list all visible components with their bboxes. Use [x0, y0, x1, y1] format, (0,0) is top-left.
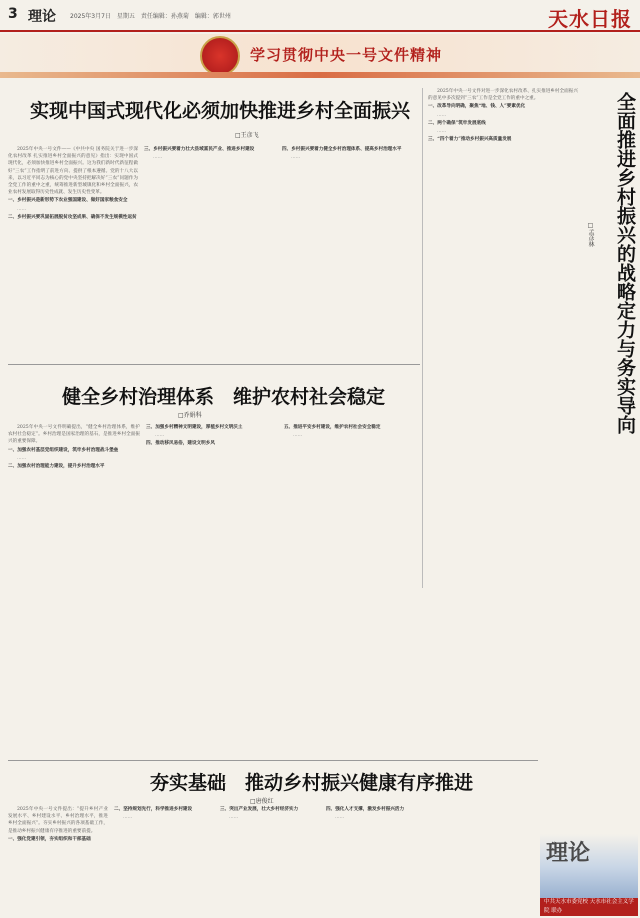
article4-body: 2025年中央一号文件对进一步深化农村改革、扎实推进乡村全面振兴的意见中多次提到“三农”工作是全党工作的重中之重。 一、改革导向明确，聚焦“地、钱、人”要素优化 …… 二、两个确保”筑牢发展底线 …… 三、“四个着力”推动乡村振兴高质量发展	[428, 89, 578, 143]
article2-body-col2: 三、加强乡村精神文明建设，厚植乡村文明沃土 …… 四、推动移风易俗，建设文明乡风	[146, 424, 278, 754]
article1-body-col2: 三、乡村振兴要着力壮大县域富民产业、推进乡村建设 ……	[144, 146, 276, 358]
article4-author: □孟彦林	[587, 222, 594, 247]
article2-headline: 健全乡村治理体系 维护农村社会稳定	[62, 386, 386, 408]
ad-title: 理论	[546, 840, 591, 866]
article4-subhead: 二、两个确保”筑牢发展底线	[428, 120, 486, 126]
article3-subhead: 三、突出产业发展，壮大乡村经济实力	[220, 807, 299, 812]
masthead	[0, 0, 640, 32]
article2-author: □乔娟科	[178, 412, 202, 419]
article2-subhead: 四、推动移风易俗，建设文明乡风	[146, 441, 215, 447]
party-emblem-icon	[200, 36, 240, 76]
article2-body-col1: 2025年中央一号文件明确提出，“健全乡村治理体系，维护农村社会稳定”。乡村治理是国家治理的基石，是推进乡村全面振兴的重要保障。 一、加强农村基层党组织建设，筑牢乡村治理战斗堡垒 …… 二、加强农村治理能力建设，提升乡村治理水平	[8, 425, 140, 470]
article3-paragraph: 2025年中央一号文件提出：“提升乡村产业发展水平、乡村建设水平、乡村治理水平，推进乡村全面振兴”。夯实乡村振兴的各项基础工作，是推动乡村振兴健康有序推进的重要前提。	[8, 807, 108, 834]
article3-body-col1	[8, 806, 108, 914]
article2-body-col3: 五、推进平安乡村建设，维护农村社会安全稳定 ……	[284, 424, 418, 754]
theory-logo-ad	[540, 834, 638, 916]
article2-paragraph: 2025年中央一号文件明确提出，“健全乡村治理体系，维护农村社会稳定”。乡村治理是国家治理的基石，是推进乡村全面振兴的重要保障。	[8, 425, 140, 445]
article1-body-col1: 2025年中央一号文件——《中共中央 国务院关于进一步深化农村改革 扎实推进乡村全面振兴的意见》指出：实现中国式现代化，必须加快推进乡村全面振兴。这为我们新时代新征程做好“三农”工作指明了前进方向、提供了根本遵循。党的十八大以来，以习近平同志为核心的党中央坚持把解决好“三农”问题作为全党工作的重中之重，统筹推进新型城镇化和乡村全面振兴，农业农村发展取得历史性成就、发生历史性变革。 一、乡村振兴是新形势下农业强国建设、做好国家粮食安全 …… 二、乡村振兴要巩固拓展脱贫攻坚成果、确保不发生规模性返贫	[8, 147, 138, 220]
article3-author: □唐俊红	[250, 798, 274, 805]
banner-ribbon	[0, 72, 640, 78]
issue-info: 2025年3月7日 星期五 责任编辑：孙燕菊 编辑：郭世州	[70, 13, 231, 20]
ad-band: 中共天水市委党校 天水市社会主义学院 联办	[540, 898, 638, 916]
article3-body-col3: 三、突出产业发展，壮大乡村经济实力 ……	[220, 806, 320, 914]
article3-subhead: 一、强化党建引领，夯实组织和干部基础	[8, 836, 91, 842]
article3-subhead: 二、坚持规划先行，科学推进乡村建设	[114, 807, 193, 812]
page-number: 3	[8, 6, 18, 22]
section-divider	[8, 364, 420, 365]
article1-subhead: 四、乡村振兴要着力健全乡村治理体系、提高乡村治理水平	[282, 147, 402, 152]
article1-subhead: 二、乡村振兴要巩固拓展脱贫攻坚成果、确保不发生规模性返贫	[8, 214, 137, 220]
article2-subhead: 二、加强农村治理能力建设，提升乡村治理水平	[8, 464, 105, 470]
article2-subhead: 三、加强乡村精神文明建设，厚植乡村文明沃土	[146, 425, 243, 430]
article1-author: □王彦飞	[235, 132, 259, 139]
article2-subhead: 五、推进平安乡村建设，维护农村社会安全稳定	[284, 425, 381, 430]
article3-subhead: 四、强化人才支撑，激发乡村振兴活力	[326, 807, 405, 812]
article1-subhead: 一、乡村振兴是新形势下农业强国建设、做好国家粮食安全	[8, 198, 128, 204]
article3-body-col2: 二、坚持规划先行，科学推进乡村建设 ……	[114, 806, 214, 914]
article4-subhead: 三、“四个着力”推动乡村振兴高质量发展	[428, 137, 512, 143]
article4-paragraph: 2025年中央一号文件对进一步深化农村改革、扎实推进乡村全面振兴的意见中多次提到“三农”工作是全党工作的重中之重。	[428, 89, 578, 102]
article3-body-col4: 四、强化人才支撑，激发乡村振兴活力 ……	[326, 806, 426, 914]
column-divider	[422, 88, 423, 588]
section-title: 理论	[28, 9, 56, 25]
topic-banner	[0, 34, 640, 78]
banner-title: 学习贯彻中央一号文件精神	[250, 46, 443, 64]
article2-subhead: 一、加强农村基层党组织建设，筑牢乡村治理战斗堡垒	[8, 447, 119, 453]
article1-headline: 实现中国式现代化必须加快推进乡村全面振兴	[30, 100, 411, 122]
newspaper-logo: 天水日报	[548, 7, 632, 31]
article1-body-col3: 四、乡村振兴要着力健全乡村治理体系、提高乡村治理水平 ……	[282, 146, 414, 358]
section-divider	[8, 760, 538, 761]
article3-headline: 夯实基础 推动乡村振兴健康有序推进	[150, 772, 474, 794]
article1-subhead: 三、乡村振兴要着力壮大县域富民产业、推进乡村建设	[144, 147, 255, 152]
article1-paragraph: 2025年中央一号文件——《中共中央 国务院关于进一步深化农村改革 扎实推进乡村全面振兴的意见》指出：实现中国式现代化，必须加快推进乡村全面振兴。这为我们新时代新征程做好“三农”工作指明了前进方向、提供了根本遵循。党的十八大以来，以习近平同志为核心的党中央坚持把解决好“三农”问题作为全党工作的重中之重，统筹推进新型城镇化和乡村全面振兴，农业农村发展取得历史性成就、发生历史性变革。	[8, 147, 138, 196]
article4-headline: 全面推进乡村振兴的战略定力与务实导向	[614, 92, 636, 434]
article4-subhead: 一、改革导向明确，聚焦“地、钱、人”要素优化	[428, 104, 526, 110]
